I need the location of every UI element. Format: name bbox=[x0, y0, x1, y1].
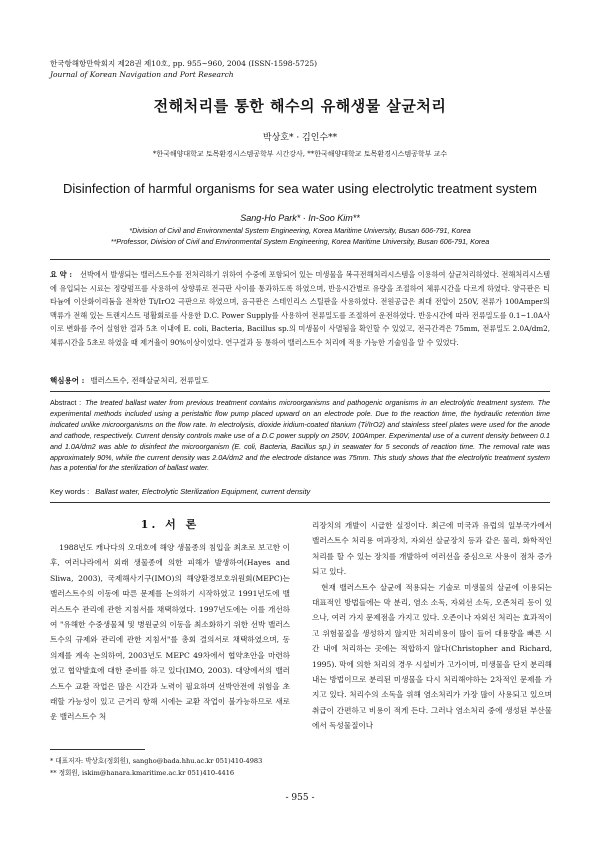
body-column-right bbox=[312, 518, 552, 734]
keywords-korean bbox=[50, 375, 209, 386]
footnote-coauthor: ** 정회원, iskim@hanara.kmaritime.ac.kr 051)410-4416 bbox=[50, 769, 235, 777]
title-english: Disinfection of harmful organisms for sea water using electrolytic treatment system bbox=[63, 181, 537, 196]
keywords-english-text: Ballast water, Electrolytic Sterilization Equipment, current density bbox=[95, 487, 311, 496]
abstract-english-text: The treated ballast water from previous treatment contains microorganisms and pathogenic organisms in an electrolytic treatment system. The experimental methods included using a peristaltic flow pump placed upward on an electrode pole. Due to the reaction time, the hydraulic retention time indicated unlike microorganisms on the flow rate. In electrolysis, dioxide iridium-coated titanium (Ti/IrO2) and stainless steel plates were used for the anode and cathode, respectively. Current density controls make use of a D.C power supply on 250V, 100Amper. Experimental use of a current density between 0.1 and 1.0A/dm2 was able to disinfect the microorganism (E. coli, Bacteria, Bacillus sp.) in seawater for 5 seconds of reaction time. The removal rate was approximately 90%, while the current density was 2.0A/dm2 and the electrode distance was 75mm. This study shows that the electrolytic treatment system has a potential for the sterilization of ballast water. bbox=[50, 398, 550, 473]
abstract-korean-label: 요 약 : bbox=[50, 270, 73, 279]
abstract-korean bbox=[50, 268, 550, 349]
journal-header bbox=[50, 58, 317, 80]
affiliation-line: *Division of Civil and Environmental System Engineering, Korea Maritime University, Busan 606-791, Korea bbox=[129, 226, 471, 235]
abstract-english bbox=[50, 398, 550, 474]
abstract-english-label: Abstract : bbox=[50, 398, 82, 407]
abstract-korean-text: 선박에서 발생되는 밸러스트수를 전처리하기 위하여 수중에 포함되어 있는 미생물을 복극전해처리시스템을 이용하여 살균처리하였다. 전해처리시스템에 유입되는 시료는 정량펌프를 사용하여 상향류로 전극판 사이를 통과하도록 하였으며, 반응시간별로 유량을 조절하여 체류시간을 다르게 하였다. 양극판은 티타늄에 이산화이리듐을 전착한 Ti/IrO2 극판으로 하였으며, 음극판은 스테인리스 스틸판을 사용하였다. 전원공급은 최대 전압이 250V, 전류가 100Amper의 맥류가 전해 있는 트랜지스트 평활회로를 사용한 D.C. Power Supply를 사용하여 전류밀도를 조절하여 운전하였다. 반응시간에 따라 전류밀도를 0.1~1.0A사이로 변화를 주어 실험한 결과 5초 이내에 E. coli, Bacteria, Bacillus sp.의 미생물이 사멸됨을 확인할 수 있었고, 전극간격은 75mm, 전류밀도 2.0A/dm2, 체류시간을 5초로 하였을 때 제거율이 90%이상이었다. 연구결과 등 통하여 밸러스트수 처리에 적용 가능한 기술임을 알 수 있었다. bbox=[50, 270, 551, 347]
authors-korean: 박상호* · 김인수** bbox=[262, 133, 338, 143]
footnote-rule bbox=[50, 749, 145, 750]
body-column-left bbox=[50, 540, 290, 725]
authors-english: Sang-Ho Park* · In-Soo Kim** bbox=[240, 213, 360, 223]
journal-citation: 한국항해항만학회지 제28권 제10호, pp. 955~960, 2004 (ISSN-1598-5725) bbox=[50, 59, 318, 68]
body-paragraph: 현재 밸러스트수 살균에 적용되는 기술로 미생물의 살균에 이용되는 대표적인 방법들에는 막 분리, 염소 소독, 자외선 소독, 오존처리 등이 있으나, 여러 가지 문제점을 가지고 있다. 오존이나 자외선 처리는 효과적이고 위험물질을 생성하지 않지만 처리비용이 많이 들어 대용량을 빠른 시간 내에 처리하는 곳에는 적합하지 않다(Christopher and Richard, 1995). 막에 의한 처리의 경우 시설비가 고가이며, 미생물을 단지 분리해 내는 방법이므로 분리된 미생물을 다시 처리해야하는 2차적인 문제를 가지고 있다. 처리수의 소독을 위해 염소처리가 가장 많이 사용되고 있으며 취급이 간편하고 비용이 적게 든다. 그러나 염소처리 중에 생성된 부산물에서 독성물질이나 bbox=[312, 582, 552, 731]
keywords-english-label: Key words : bbox=[50, 487, 90, 496]
footnotes bbox=[50, 755, 262, 779]
abstract-top-rule bbox=[50, 259, 550, 260]
page-number: - 955 - bbox=[285, 793, 315, 803]
journal-name-en: Journal of Korean Navigation and Port Research bbox=[50, 70, 234, 79]
abstract-divider-rule bbox=[50, 391, 550, 392]
footnote-corresponding-author: * 대표저자: 박상호(정회원), sangho@bada.hhu.ac.kr 051)410-4983 bbox=[50, 757, 263, 765]
title-korean: 전해처리를 통한 해수의 유해생물 살균처리 bbox=[153, 97, 447, 115]
abstract-bottom-rule bbox=[50, 502, 550, 503]
keywords-english bbox=[50, 487, 310, 496]
affiliation-korean: *한국해양대학교 토목환경시스템공학부 시간강사, **한국해양대학교 토목환경시스템공학부 교수 bbox=[152, 150, 448, 158]
section-heading-introduction: 1. 서 론 bbox=[140, 518, 200, 531]
keywords-korean-text: 밸러스트수, 전해살균처리, 전류밀도 bbox=[90, 376, 209, 385]
affiliation-english bbox=[0, 225, 600, 247]
body-paragraph: 리장치의 개발이 시급한 실정이다. 최근에 미국과 유럽의 일부국가에서 밸러스트수 처리용 여과장치, 자외선 살균장치 등과 같은 물리, 화학적인 처리를 할 수 있는 장치를 개발하여 여러선을 중심으로 사용이 점차 증가되고 있다. bbox=[312, 521, 552, 577]
affiliation-line: **Professor, Division of Civil and Environmental System Engineering, Korea Maritime University, Busan 606-791, Korea bbox=[110, 237, 490, 246]
keywords-korean-label: 핵심용어 : bbox=[50, 376, 85, 385]
body-paragraph: 1988년도 캐나다의 오대호에 해양 생물종의 침입을 최초로 보고한 이후, 여러나라에서 외래 생물종에 의한 피해가 발생하여(Hayes and Sliwa, 2003), 국제해사기구(IMO)의 해양환경보호위원회(MEPC)는 밸러스트수의 이동에 따른 문제를 논의하기 시작하였고 1991년도에 밸러스트수 관리에 관한 지침서를 채택하였다. 1997년도에는 이를 개선하여 "유해한 수중생물체 및 병원균의 이동을 최소화하기 위한 선박 밸러스트수의 규제와 관리에 관한 지침서"를 총회 결의서로 채택하였으며, 동 의제를 계속 논의하여, 2003년도 MEPC 49차에서 협약초안을 마련하였고 협약발효에 대한 준비를 하고 있다(IMO, 2003). 대양에서의 밸러스트수 교환 작업은 많은 시간과 노력이 필요하며 선박안전에 위험을 초래할 가능성이 있고 근거리 항해 시에는 교환 작업이 불가능하므로 새로운 밸러스트수 처 bbox=[50, 543, 290, 722]
